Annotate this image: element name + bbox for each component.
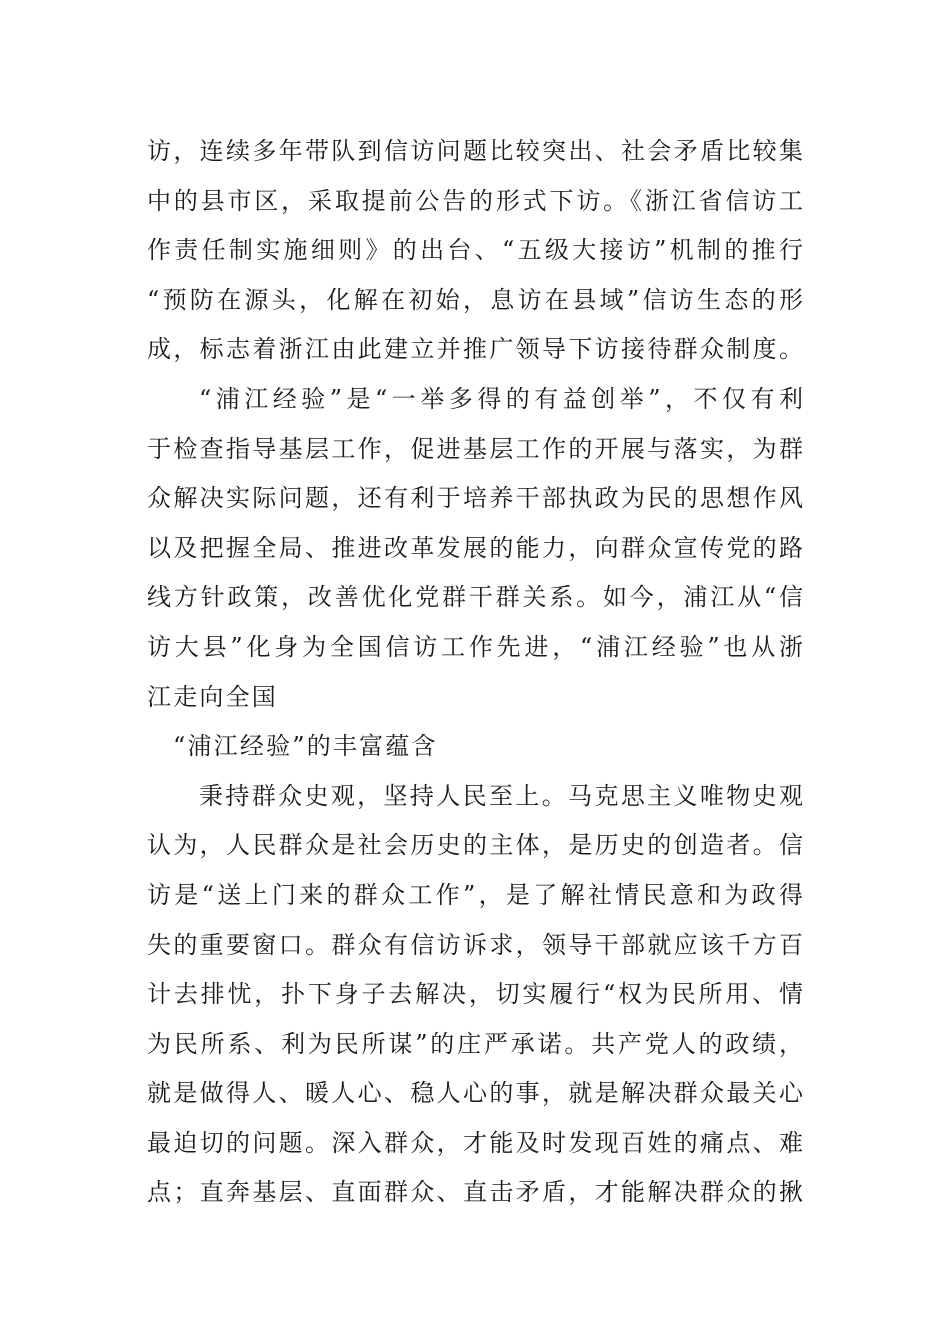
text-line: 访，连续多年带队到信访问题比较突出、社会矛盾比较集 [147,137,803,165]
section-heading-text: “浦江经验”的丰富蕴含 [173,732,438,761]
text-line: 最迫切的问题。深入群众，才能及时发现百姓的痛点、难 [147,1128,803,1157]
text-line: 中的县市区，采取提前公告的形式下访。《浙江省信访工 [147,186,803,215]
text-line: 众解决实际问题，还有利于培养干部执政为民的思想作风 [147,484,803,513]
text-line: “预防在源头，化解在初始，息访在县域”信访生态的形 [147,285,803,314]
text-line: 秉持群众史观，坚持人民至上。马克思主义唯物史观 [199,781,803,810]
text-line: 访大县”化身为全国信访工作先进，“浦江经验”也从浙 [147,632,803,661]
text-line: 于检查指导基层工作，促进基层工作的开展与落实，为群 [147,434,803,463]
text-line: 江走向全国 [147,682,278,711]
text-line: 认为，人民群众是社会历史的主体，是历史的创造者。信 [147,831,803,860]
paragraph-2 [147,375,803,722]
text-line: 为民所系、利为民所谋”的庄严承诺。共产党人的政绩， [147,1029,803,1058]
paragraph-3 [147,772,803,1218]
text-line: 成，标志着浙江由此建立并推广领导下访接待群众制度。 [147,335,803,364]
text-line: 计去排忧，扑下身子去解决，切实履行“权为民所用、情 [147,980,803,1009]
text-line: 作责任制实施细则》的出台、“五级大接访”机制的推行 [147,236,803,265]
paragraph-1 [147,127,803,375]
text-line: 线方针政策，改善优化党群干群关系。如今，浦江从“信 [147,583,803,612]
document-body [147,127,803,1218]
text-line: 就是做得人、暖人心、稳人心的事，就是解决群众最关心 [147,1079,803,1108]
text-line: 点；直奔基层、直面群众、直击矛盾，才能解决群众的揪 [147,1178,803,1207]
text-line: 失的重要窗口。群众有信访诉求，领导干部就应该千方百 [147,930,803,959]
section-heading [147,722,803,772]
text-line: 访是“送上门来的群众工作”，是了解社情民意和为政得 [147,880,803,909]
text-line: 以及把握全局、推进改革发展的能力，向群众宣传党的路 [147,533,803,562]
text-line: “浦江经验”是“一举多得的有益创举”，不仅有利 [199,384,803,413]
